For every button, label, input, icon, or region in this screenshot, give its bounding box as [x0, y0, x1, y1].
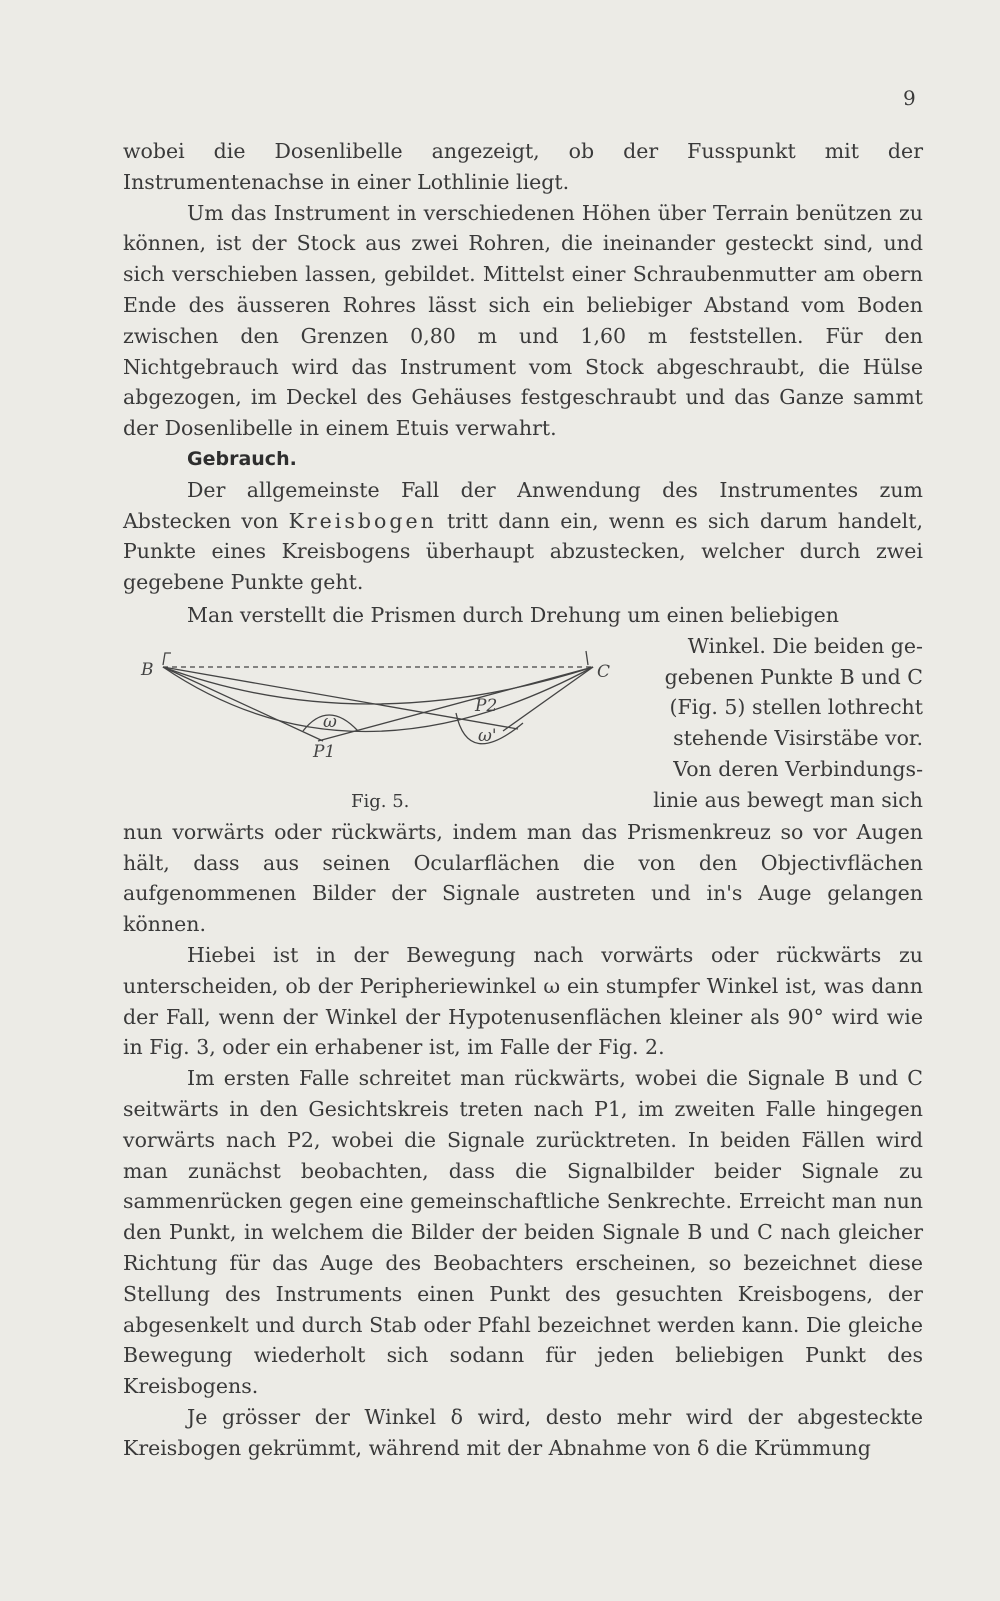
figure-side-text [643, 631, 923, 817]
staff-c [586, 651, 588, 665]
paragraph: Hiebei ist in der Bewegung nach vorwärts oder rückwärts zu unterscheiden, ob der Peripheriewinkel ω ein stumpfer Winkel ist, was dann der Fall, wenn der Winkel der Hypotenusenflächen kleiner als 90° wird wie in Fig. 3, oder ein erhabener ist, im Falle der Fig. 2. [123, 942, 923, 1060]
paragraph: Um das Instrument in verschiedenen Höhen über Terrain benützen zu können, ist der Stock aus zwei Rohren, die ineinander gesteckt sind, und sich verschieben lassen, gebildet. Mittelst einer Schraubenmutter am obern Ende des äusseren Rohres lässt sich ein beliebiger Abstand vom Boden zwischen den Grenzen 0,80 m und 1,60 m feststellen. Für den Nichtgebrauch wird das Instrument vom Stock abgeschraubt, die Hülse abgezogen, im Deckel des Gehäuses festgeschraubt und das Ganze sammt der Dosenlibelle in einem Etuis verwahrt. [123, 200, 923, 441]
side-line: stehende Visirstäbe vor. [673, 726, 923, 751]
text-span: tritt dann ein, wenn es sich darum handelt, Punkte eines Kreisbogens überhaupt abzustecken, welcher durch zwei gegebene Punkte geht. [123, 508, 923, 595]
label-omega: ω [323, 711, 337, 732]
ray-c-p2 [503, 667, 593, 731]
section-heading: Gebrauch. [187, 447, 297, 470]
staff-b [163, 653, 171, 665]
label-c: C [597, 661, 611, 682]
figure-row [123, 631, 923, 817]
label-p2: P2 [475, 695, 498, 716]
side-line: (Fig. 5) stellen lothrecht [669, 695, 923, 720]
label-b: B [141, 659, 154, 680]
paragraph: Im ersten Falle schreitet man rückwärts, wobei die Signale B und C seitwärts in den Gesichtskreis treten nach P1, im zweiten Falle hingegen vorwärts nach P2, wobei die Signale zurücktreten. In beiden Fällen wird man zunächst beobachten, dass die Signalbilder beider Signale zu sammenrücken gegen eine gemeinschaftliche Senkrechte. Erreicht man nun den Punkt, in welchem die Bilder der beiden Signale B und C nach gleicher Richtung für das Auge des Beobachters erscheinen, so bezeichnet diese Stellung des Instruments einen Punkt des gesuchten Kreisbogens, der abgesenkelt und durch Stab oder Pfahl bezeichnet werden kann. Die gleiche Bewegung wiederholt sich sodann für jeden beliebigen Punkt des Kreisbogens. [123, 1066, 923, 1399]
side-line: Winkel. Die beiden ge- [687, 633, 923, 658]
ray-b-p1 [163, 667, 323, 741]
paragraph: Je grösser der Winkel δ wird, desto mehr wird der abgesteckte Kreisbogen gekrümmt, während mit der Abnahme von δ die Krümmung [123, 1404, 923, 1460]
text-span: Der allgemeinste Fall der Anwendung des Instrumentes zum Abstecken von [123, 477, 923, 533]
figure-caption: Fig. 5. [351, 790, 410, 812]
paragraph: nun vorwärts oder rückwärts, indem man das Prismenkreuz so vor Augen hält, dass aus seinen Ocularflächen die von den Objectivflächen aufgenommenen Bilder der Signale austreten und in's Auge gelangen können. [123, 819, 923, 937]
paragraph-line: Man verstellt die Prismen durch Drehung um einen beliebigen [187, 602, 839, 627]
paragraph: wobei die Dosenlibelle angezeigt, ob der Fusspunkt mit der Instrumentenachse in einer Lothlinie liegt. [123, 139, 923, 194]
paragraph [123, 475, 923, 598]
label-omega-prime: ω' [478, 725, 497, 746]
arc-lower [163, 667, 593, 732]
side-line: Von deren Verbindungs- [673, 756, 923, 781]
text-column [123, 136, 923, 1463]
page-number: 9 [903, 86, 916, 110]
arc-upper [163, 667, 593, 704]
figure-5 [123, 631, 643, 817]
side-line: gebenen Punkte B und C [664, 664, 923, 689]
spaced-term: Kreisbogen [288, 508, 437, 533]
label-p1: P1 [313, 741, 336, 762]
side-line: linie aus bewegt man sich [653, 787, 923, 812]
